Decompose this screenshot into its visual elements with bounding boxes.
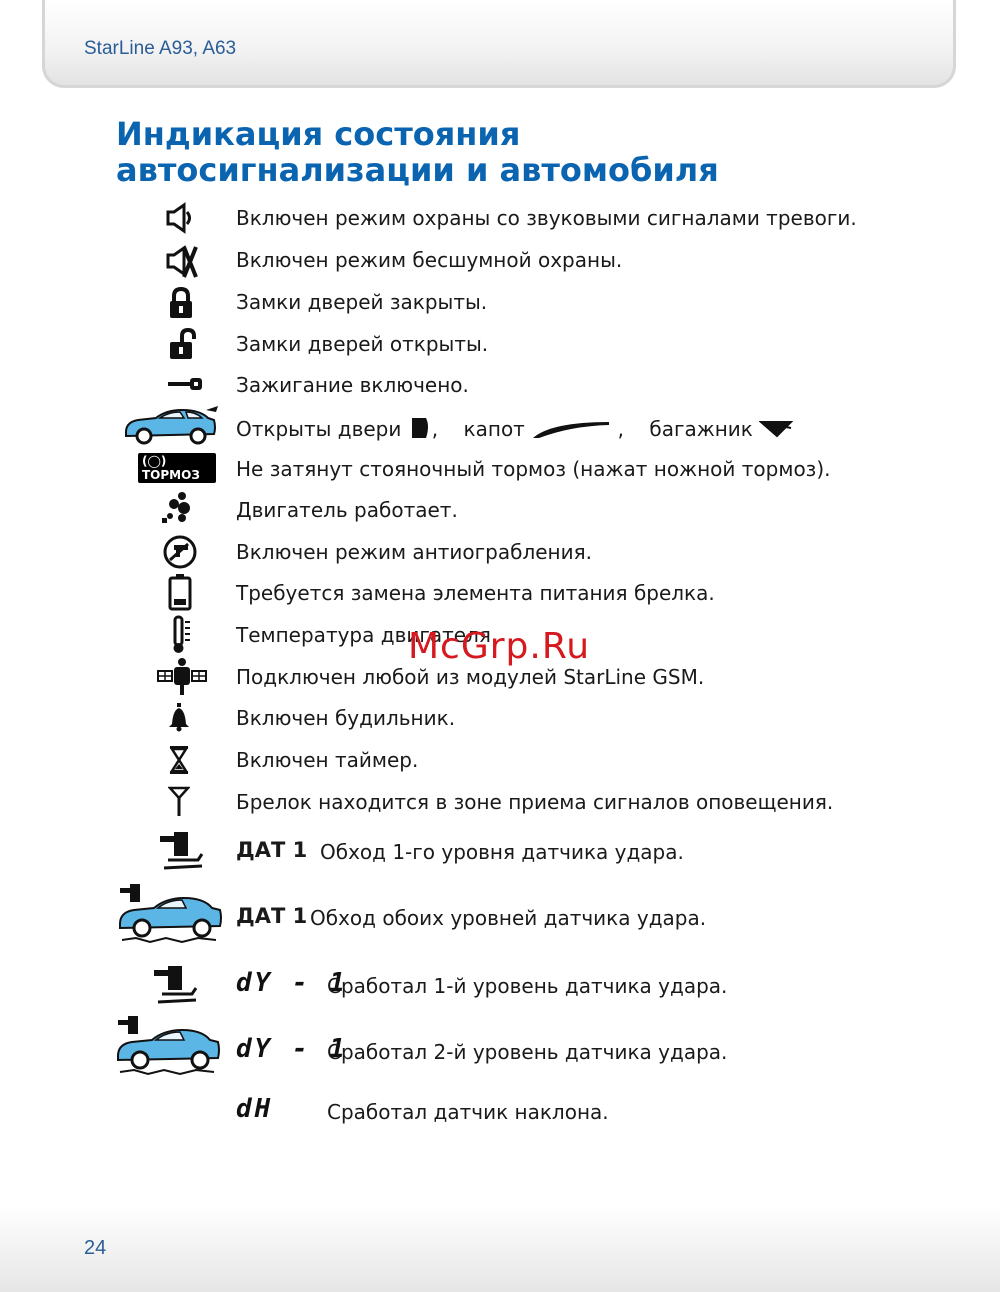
heading-line-1: Индикация состояния [116, 115, 521, 153]
sensor-text: Обход 1-го уровня датчика удара. [320, 840, 684, 864]
list-item [0, 240, 1000, 280]
item-text: Замки дверей открыты. [236, 332, 489, 356]
sensor-code: ДАТ 1 [236, 904, 308, 928]
sensor-code: dH [236, 1094, 274, 1124]
item-text: Включен режим охраны со звуковыми сигналами тревоги. [236, 206, 857, 230]
item-text: Замки дверей закрыты. [236, 290, 488, 314]
footer-band [0, 1205, 1000, 1292]
item-text: Не затянут стояночный тормоз (нажат ножной тормоз). [236, 457, 831, 481]
item-text: Требуется замена элемента питания брелка. [236, 581, 715, 605]
sensor-row [0, 882, 1000, 950]
item-text: Брелок находится в зоне приема сигналов оповещения. [236, 790, 834, 814]
list-item [0, 198, 1000, 238]
car-shock-icon [116, 882, 224, 946]
item-text: Включен режим антиограбления. [236, 540, 592, 564]
doors-label: Открыты двери [236, 417, 402, 441]
sensor-code: dY - 1 [236, 1034, 348, 1064]
list-item [0, 365, 1000, 405]
list-item [0, 573, 1000, 613]
sensor-text: Сработал 2-й уровень датчика удара. [327, 1040, 728, 1064]
battery-icon [168, 573, 192, 611]
bell-icon [168, 702, 190, 732]
car-shock-icon [114, 1014, 222, 1078]
list-item [0, 324, 1000, 364]
item-text: Двигатель работает. [236, 498, 458, 522]
list-item [0, 490, 1000, 530]
sensor-row [0, 828, 1000, 874]
brake-badge-label: ТОРМОЗ [142, 468, 200, 482]
hood-label: капот [463, 417, 525, 441]
item-text: Включен будильник. [236, 706, 456, 730]
car-open-icon [122, 404, 218, 448]
list-item [0, 449, 1000, 489]
item-text: Температура двигателя. [236, 623, 498, 647]
page-heading [116, 116, 719, 188]
list-item [0, 782, 1000, 822]
car-open-line [236, 416, 793, 441]
sensor-row [0, 1014, 1000, 1082]
item-text: Включен таймер. [236, 748, 419, 772]
lock-open-icon [166, 327, 198, 361]
door-icon [408, 416, 432, 440]
trunk-label: багажник [649, 417, 753, 441]
watermark: McGrp.Ru [408, 626, 591, 667]
antirobbery-icon [162, 534, 198, 570]
item-text: Зажигание включено. [236, 373, 469, 397]
heading-line-2: автосигнализации и автомобиля [116, 151, 719, 189]
sensor-text: Сработал датчик наклона. [327, 1100, 609, 1124]
shock-sensor-icon [152, 964, 202, 1006]
satellite-icon [156, 657, 208, 697]
muted-speaker-icon [162, 243, 198, 279]
thermometer-icon [170, 615, 192, 655]
list-item [0, 282, 1000, 322]
comma: , [431, 417, 439, 441]
brake-icon [138, 454, 216, 482]
list-item [0, 740, 1000, 780]
sensor-text: Обход обоих уровней датчика удара. [310, 906, 707, 930]
sensor-code: ДАТ 1 [236, 838, 308, 862]
page-number: 24 [84, 1237, 107, 1259]
hourglass-icon [168, 744, 190, 776]
antenna-icon [168, 784, 190, 818]
sensor-text: Сработал 1-й уровень датчика удара. [327, 974, 728, 998]
comma: , [617, 417, 624, 441]
header-title: StarLine A93, A63 [84, 38, 237, 59]
sensor-code: dY - 1 [236, 968, 348, 998]
speaker-icon [164, 202, 196, 234]
lock-closed-icon [166, 286, 196, 320]
trunk-icon [759, 418, 793, 440]
sensor-row [0, 1092, 1000, 1132]
item-text: Включен режим бесшумной охраны. [236, 248, 623, 272]
brake-badge: (◯) ТОРМОЗ [138, 453, 216, 483]
shock-sensor-icon [158, 830, 208, 872]
list-item [0, 404, 1000, 444]
key-icon [166, 375, 204, 393]
list-item [0, 698, 1000, 738]
sensor-row [0, 962, 1000, 1008]
list-item [0, 532, 1000, 572]
item-text: Подключен любой из модулей StarLine GSM. [236, 665, 705, 689]
hood-icon [531, 418, 611, 440]
engine-icon [160, 490, 194, 526]
